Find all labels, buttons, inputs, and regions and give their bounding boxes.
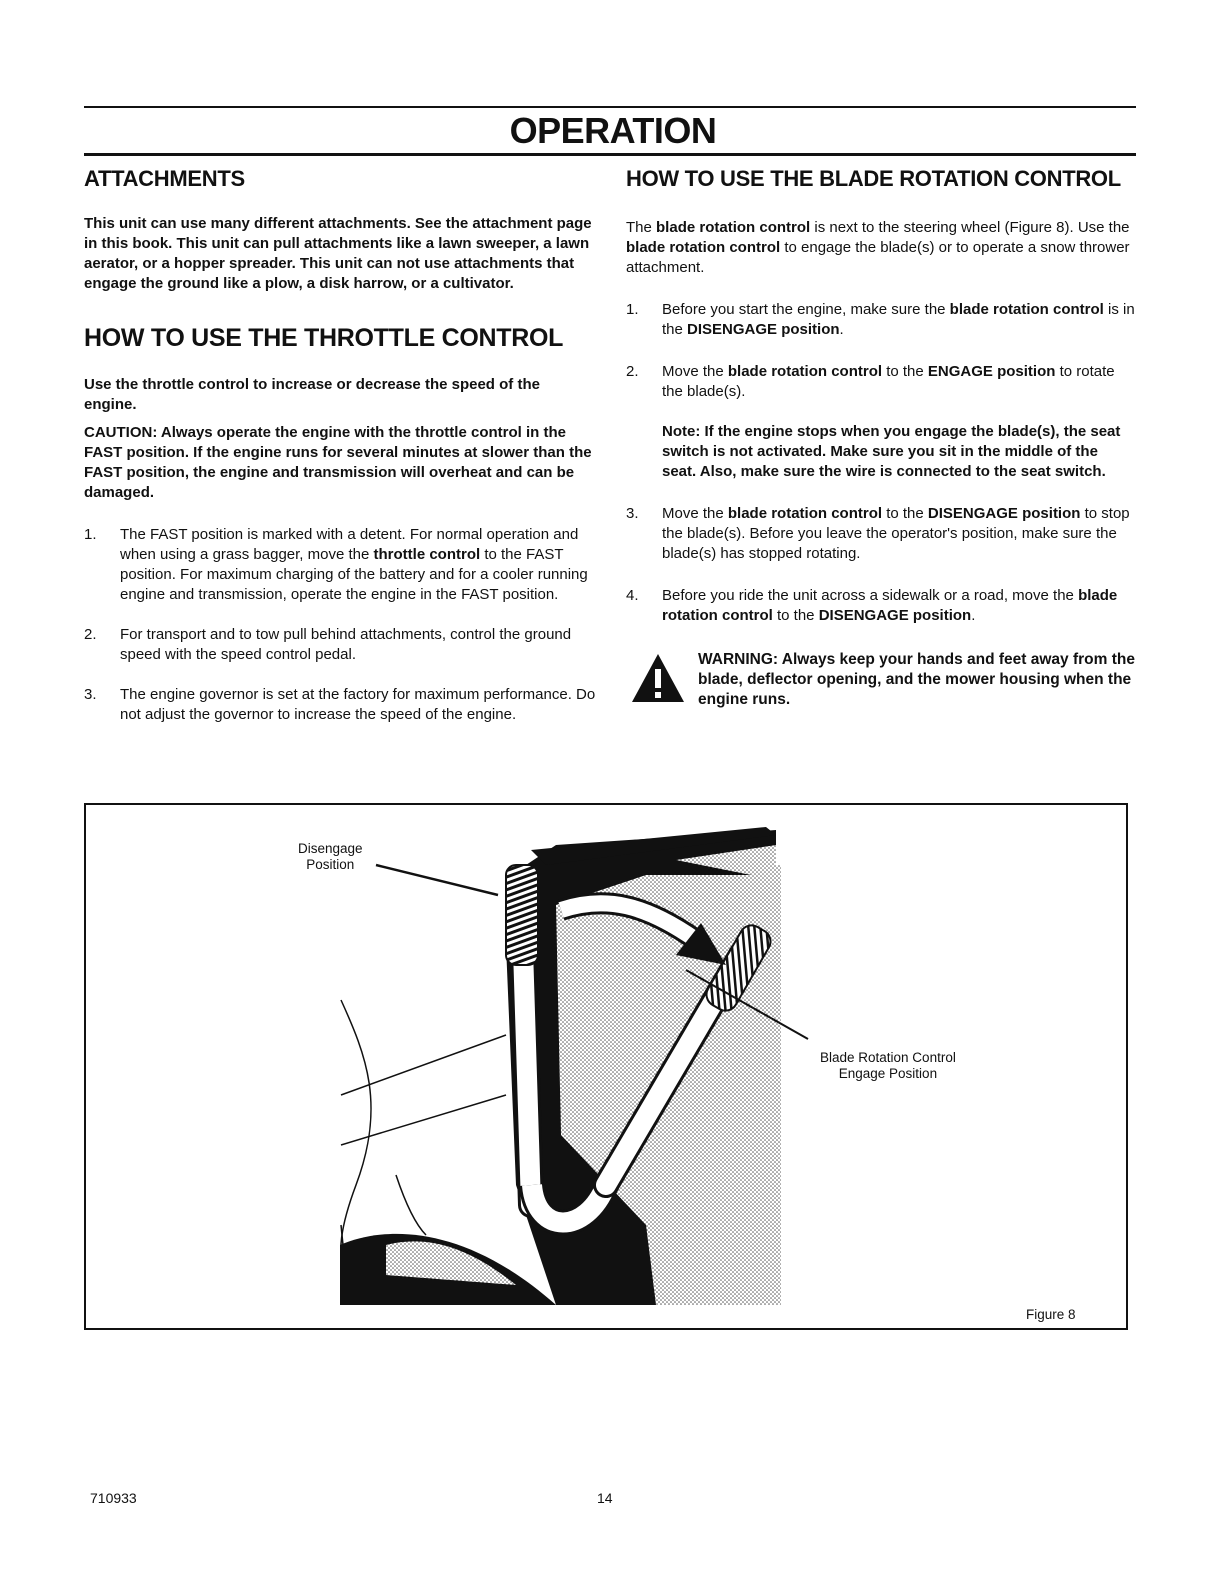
step-text-2: to the xyxy=(772,607,819,624)
step-text-2: to the FAST position. For maximum charging of the battery and for a cooler running engine and transmission, operate the engine in the FAST position. xyxy=(120,546,588,603)
step-text: Before you ride the unit across a sidewalk or a road, move the xyxy=(662,587,1079,604)
step-text: Before you start the engine, make sure the xyxy=(662,301,950,318)
step-text-2: to the xyxy=(882,505,928,522)
warning-text: WARNING: Always keep your hands and feet away from the blade, deflector opening, and the mower housing when the engine runs. xyxy=(698,651,1135,708)
engage-label xyxy=(820,1050,956,1082)
attachments-body: This unit can use many different attachments. See the attachment page in this book. This unit can pull attachments like a lawn sweeper, a lawn aerator, or a hopper spreader. This unit can not use attachments that engage the ground like a plow, a disk harrow, or a cultivator. xyxy=(84,215,592,292)
step-number: 3. xyxy=(626,505,639,522)
step-number: 2. xyxy=(626,363,639,380)
throttle-intro-bold: throttle control xyxy=(142,376,250,393)
blade-intro-text: The xyxy=(626,219,657,236)
throttle-steps xyxy=(84,525,596,725)
step-bold: blade rotation control xyxy=(727,363,883,380)
step-bold: throttle control xyxy=(373,546,481,563)
throttle-intro-text-2: to increase or decrease the speed of the engine. xyxy=(84,376,540,413)
step-bold-2: DISENGAGE position xyxy=(818,607,972,624)
step-number: 3. xyxy=(84,686,97,703)
disengage-label xyxy=(298,841,363,873)
step-text: Move the xyxy=(662,505,728,522)
step-number: 1. xyxy=(84,526,97,543)
engage-label-line-1: Blade Rotation Control xyxy=(820,1050,956,1065)
step-bold: blade rotation control xyxy=(662,587,1118,624)
blade-control-illustration xyxy=(86,805,1126,1328)
throttle-step-3 xyxy=(84,685,596,725)
step-number: 2. xyxy=(84,626,97,643)
throttle-step-1 xyxy=(84,525,596,605)
throttle-heading: HOW TO USE THE THROTTLE CONTROL xyxy=(84,324,564,352)
left-column xyxy=(84,160,596,725)
step-bold: blade rotation control xyxy=(949,301,1104,318)
throttle-caution: CAUTION: Always operate the engine with the throttle control in the FAST position. If the engine runs for several minutes at slower than the FAST position, the engine and transmission will overheat and can be damaged. xyxy=(84,424,592,501)
disengage-label-line-2: Position xyxy=(306,857,355,872)
warning-icon xyxy=(630,652,686,704)
blade-step-3 xyxy=(626,504,1136,564)
step-number: 1. xyxy=(626,301,639,318)
figure-caption: Figure 8 xyxy=(1026,1307,1076,1322)
step-text-3: . xyxy=(971,607,976,624)
step-text-3: . xyxy=(839,321,844,338)
step-number: 4. xyxy=(626,587,639,604)
step-text-2: is in the xyxy=(662,301,1135,338)
doc-number: 710933 xyxy=(90,1490,137,1506)
engage-label-line-2: Engage Position xyxy=(838,1066,938,1081)
step-bold-2: ENGAGE position xyxy=(927,363,1056,380)
step-bold-2: DISENGAGE position xyxy=(927,505,1081,522)
step-text-3: to stop the blade(s). Before you leave the operator's position, make sure the blade(s) has stopped rotating. xyxy=(662,505,1130,562)
throttle-intro-text: Use the xyxy=(84,376,143,393)
blade-intro-text-3: to engage the blade(s) or to operate a snow thrower attachment. xyxy=(626,239,1130,276)
step-text: Move the xyxy=(662,363,728,380)
blade-note: Note: If the engine stops when you engage the blade(s), the seat switch is not activated. Make sure you sit in the middle of the seat. Also, make sure the wire is connected to the seat switch. xyxy=(662,423,1121,480)
step-text-3: to rotate the blade(s). xyxy=(662,363,1115,400)
figure-8 xyxy=(84,803,1128,1330)
step-bold: blade rotation control xyxy=(727,505,883,522)
page-title: OPERATION xyxy=(509,110,717,151)
disengage-label-line-1: Disengage xyxy=(298,841,363,856)
page-number: 14 xyxy=(597,1490,613,1506)
throttle-step-2 xyxy=(84,625,596,665)
blade-heading: HOW TO USE THE BLADE ROTATION CONTROL xyxy=(626,166,1121,191)
blade-step-4 xyxy=(626,586,1136,626)
step-text: The FAST position is marked with a detent. For normal operation and when using a grass bagger, move the xyxy=(120,526,579,563)
step-text: For transport and to tow pull behind attachments, control the ground speed with the speed control pedal. xyxy=(120,626,572,663)
header-rule-top xyxy=(84,106,1136,108)
right-column xyxy=(626,160,1136,710)
blade-intro-bold-2: blade rotation control xyxy=(626,239,781,256)
attachments-heading: ATTACHMENTS xyxy=(84,166,245,191)
header-rule-bottom xyxy=(84,153,1136,156)
throttle-intro xyxy=(84,375,596,415)
step-bold-2: DISENGAGE position xyxy=(687,321,840,338)
warning-block xyxy=(626,650,1136,710)
step-text-2: to the xyxy=(882,363,928,380)
blade-step-1 xyxy=(626,300,1136,340)
blade-intro-bold: blade rotation control xyxy=(656,219,811,236)
step-text: The engine governor is set at the factory for maximum performance. Do not adjust the governor to increase the speed of the engine. xyxy=(120,686,596,723)
blade-intro xyxy=(626,218,1136,278)
blade-intro-text-2: is next to the steering wheel (Figure 8). Use the xyxy=(810,219,1130,236)
blade-steps xyxy=(626,300,1136,626)
blade-step-2 xyxy=(626,362,1136,482)
